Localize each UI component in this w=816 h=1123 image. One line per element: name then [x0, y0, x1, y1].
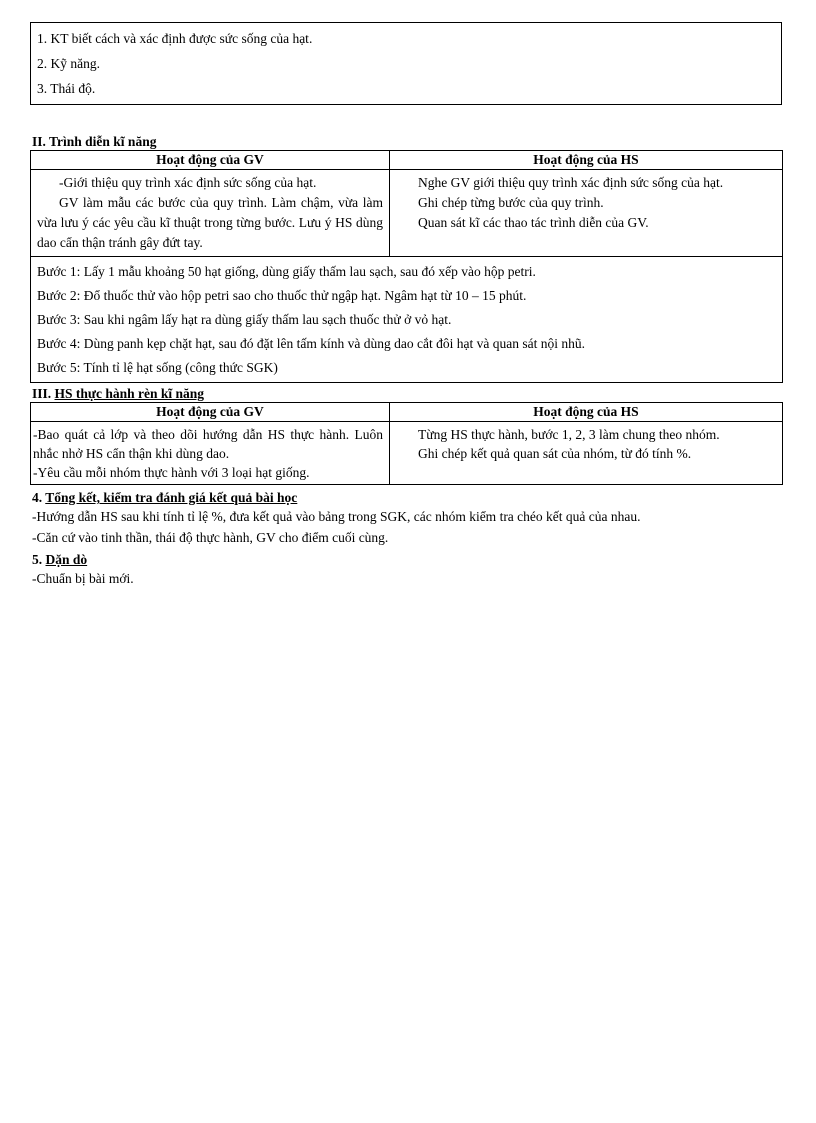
section-5-heading [30, 551, 782, 568]
paragraph-line: -Hướng dẫn HS sau khi tính tỉ lệ %, đưa kết quả vào bảng trong SGK, các nhóm kiểm tra chéo kết quả của nhau. [32, 509, 641, 524]
section-4-body [30, 506, 782, 548]
section-4-title: Tổng kết, kiểm tra đánh giá kết quả bài học [45, 490, 298, 505]
section-2-title: Trình diễn kĩ năng [49, 134, 157, 149]
section-5-body [30, 568, 782, 589]
gv-activity: -Giới thiệu quy trình xác định sức sống của hạt. [59, 175, 317, 190]
column-header-gv: Hoạt động của GV [31, 403, 390, 422]
objective-item: 2. Kỹ năng. [37, 56, 100, 71]
section-2-table [30, 150, 783, 383]
hs-activity: Nghe GV giới thiệu quy trình xác định sức sống của hạt. [418, 175, 724, 190]
objective-item: 3. Thái độ. [37, 81, 96, 96]
hs-activity: Ghi chép từng bước của quy trình. [418, 195, 604, 210]
procedure-step: Bước 1: Lấy 1 mẫu khoảng 50 hạt giống, dùng giấy thấm lau sạch, sau đó xếp vào hộp petri. [37, 264, 536, 279]
section-4-number: 4. [32, 490, 43, 505]
section-3-number: III. [32, 386, 52, 401]
objective-item: 1. KT biết cách và xác định được sức sống của hạt. [37, 31, 313, 46]
document-page [30, 22, 782, 589]
procedure-step: Bước 3: Sau khi ngâm lấy hạt ra dùng giấy thấm lau sạch thuốc thử ở vỏ hạt. [37, 312, 452, 327]
section-2-heading [30, 133, 782, 150]
section-2-number: II. [32, 134, 46, 149]
objectives-box [30, 22, 782, 105]
gv-activity: -Yêu cầu mỗi nhóm thực hành với 3 loại hạt giống. [33, 465, 310, 480]
gv-activity: -Bao quát cả lớp và theo dõi hướng dẫn HS thực hành. Luôn nhắc nhở HS cẩn thận khi dùng dao. [33, 427, 383, 461]
section-4-heading [30, 489, 782, 506]
column-header-gv: Hoạt động của GV [31, 151, 390, 170]
hs-activity: Quan sát kĩ các thao tác trình diễn của GV. [418, 215, 649, 230]
hs-activity: Từng HS thực hành, bước 1, 2, 3 làm chung theo nhóm. [418, 427, 720, 442]
section-3-title: HS thực hành rèn kĩ năng [54, 386, 205, 401]
column-header-hs: Hoạt động của HS [390, 403, 783, 422]
section-5-number: 5. [32, 552, 43, 567]
column-header-hs: Hoạt động của HS [390, 151, 783, 170]
section-3-table [30, 402, 783, 485]
procedure-step: Bước 2: Đổ thuốc thử vào hộp petri sao cho thuốc thử ngập hạt. Ngâm hạt từ 10 – 15 phút. [37, 288, 527, 303]
gv-activity: GV làm mẫu các bước của quy trình. Làm chậm, vừa làm vừa lưu ý các yêu cầu kĩ thuật trong từng bước. Lưu ý HS dùng dao cẩn thận tránh gây đứt tay. [37, 195, 383, 250]
hs-activity: Ghi chép kết quả quan sát của nhóm, từ đó tính %. [418, 446, 692, 461]
paragraph-line: -Chuẩn bị bài mới. [32, 571, 134, 586]
procedure-step: Bước 5: Tính tỉ lệ hạt sống (công thức SGK) [37, 360, 278, 375]
paragraph-line: -Căn cứ vào tinh thần, thái độ thực hành, GV cho điểm cuối cùng. [32, 530, 389, 545]
section-3-heading [30, 385, 782, 402]
section-5-title: Dặn dò [45, 552, 88, 567]
procedure-step: Bước 4: Dùng panh kẹp chặt hạt, sau đó đặt lên tấm kính và dùng dao cắt đôi hạt và quan sát nội nhũ. [37, 336, 585, 351]
